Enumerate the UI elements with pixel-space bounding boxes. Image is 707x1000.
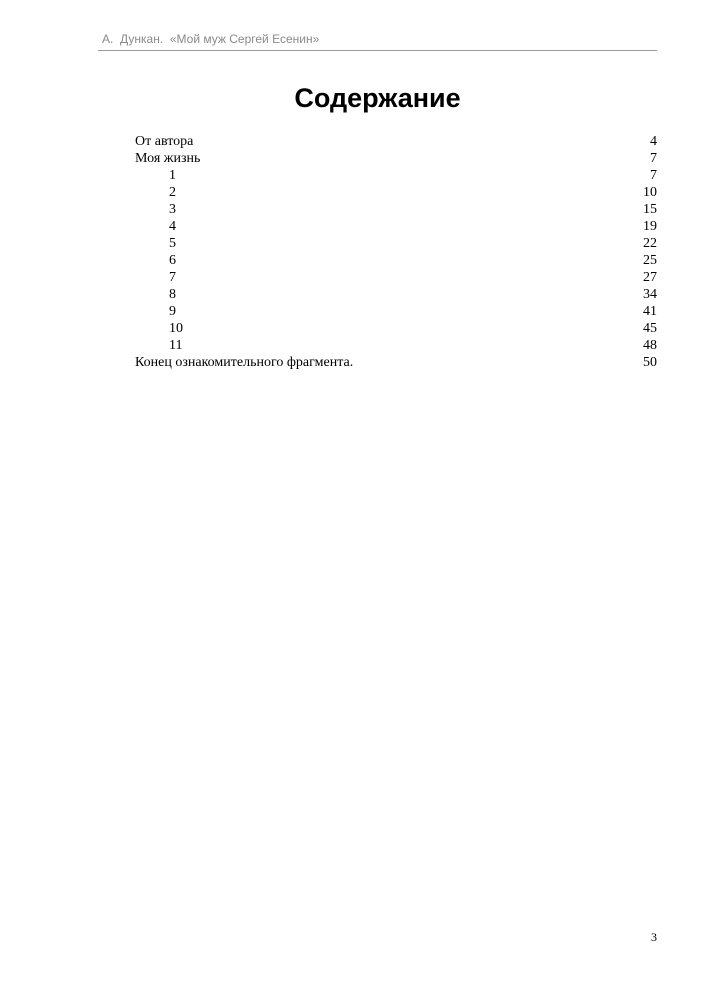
toc-entry-page: 15 bbox=[643, 202, 657, 217]
toc-entry-my-life[interactable] bbox=[135, 150, 657, 167]
toc-entry-label: 5 bbox=[169, 236, 176, 251]
toc-entry-label: 3 bbox=[169, 202, 176, 217]
toc-entry-chapter-1[interactable] bbox=[135, 167, 657, 184]
toc-entry-chapter-9[interactable] bbox=[135, 303, 657, 320]
toc-entry-page: 34 bbox=[643, 287, 657, 302]
header-divider bbox=[98, 50, 657, 51]
toc-entry-chapter-10[interactable] bbox=[135, 320, 657, 337]
toc-entry-page: 45 bbox=[643, 321, 657, 336]
toc-entry-page: 7 bbox=[650, 151, 657, 166]
toc-entry-page: 27 bbox=[643, 270, 657, 285]
toc-entry-chapter-5[interactable] bbox=[135, 235, 657, 252]
page-number: 3 bbox=[651, 930, 657, 944]
toc-entry-label: 8 bbox=[169, 287, 176, 302]
toc-entry-page: 10 bbox=[643, 185, 657, 200]
toc-entry-page: 25 bbox=[643, 253, 657, 268]
toc-entry-label: 11 bbox=[169, 338, 183, 353]
toc-entry-label: 1 bbox=[169, 168, 176, 183]
toc-entry-page: 50 bbox=[643, 355, 657, 370]
toc-entry-chapter-2[interactable] bbox=[135, 184, 657, 201]
toc-entry-chapter-8[interactable] bbox=[135, 286, 657, 303]
toc-entry-chapter-7[interactable] bbox=[135, 269, 657, 286]
toc-entry-label: 7 bbox=[169, 270, 176, 285]
toc-entry-label: 4 bbox=[169, 219, 176, 234]
toc-entry-page: 19 bbox=[643, 219, 657, 234]
table-of-contents bbox=[135, 133, 657, 371]
running-header: А. Дункан. «Мой муж Сергей Есенин» bbox=[102, 32, 320, 46]
toc-entry-page: 22 bbox=[643, 236, 657, 251]
toc-entry-end-of-fragment[interactable] bbox=[135, 354, 657, 371]
toc-entry-label: 10 bbox=[169, 321, 183, 336]
toc-entry-from-author[interactable] bbox=[135, 133, 657, 150]
toc-entry-chapter-4[interactable] bbox=[135, 218, 657, 235]
toc-entry-label: 9 bbox=[169, 304, 176, 319]
toc-title: Содержание bbox=[294, 83, 461, 113]
toc-entry-chapter-3[interactable] bbox=[135, 201, 657, 218]
toc-entry-label: 2 bbox=[169, 185, 176, 200]
toc-entry-chapter-11[interactable] bbox=[135, 337, 657, 354]
toc-entry-page: 4 bbox=[650, 134, 657, 149]
toc-entry-label: 6 bbox=[169, 253, 176, 268]
toc-entry-chapter-6[interactable] bbox=[135, 252, 657, 269]
toc-entry-label: Конец ознакомительного фрагмента. bbox=[135, 355, 354, 370]
toc-entry-label: Моя жизнь bbox=[135, 151, 201, 166]
toc-entry-page: 48 bbox=[643, 338, 657, 353]
toc-entry-label: От автора bbox=[135, 134, 194, 149]
toc-entry-page: 7 bbox=[650, 168, 657, 183]
toc-entry-page: 41 bbox=[643, 304, 657, 319]
